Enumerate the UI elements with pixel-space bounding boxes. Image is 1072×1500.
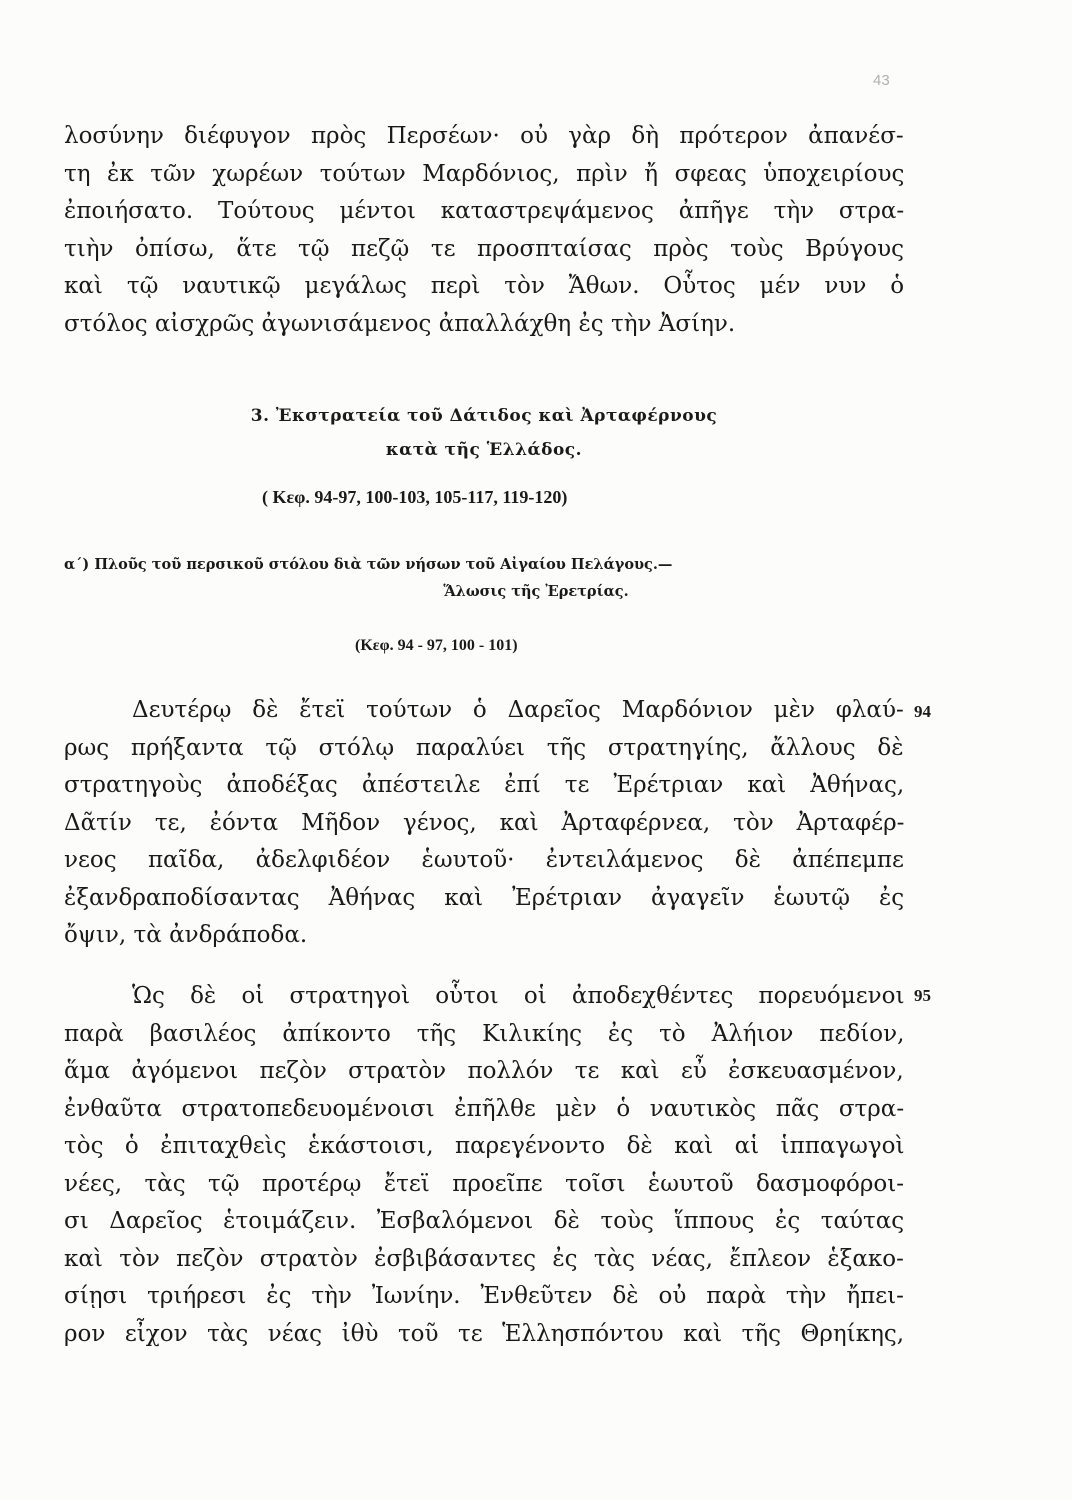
paragraph-94	[64, 692, 904, 955]
text-line: λοσύνην διέφυγον πρὸς Περσέων· οὐ γὰρ δὴ πρότερον ἀπανέσ-	[64, 123, 904, 149]
text-line: καὶ τῷ ναυτικῷ μεγάλως περὶ τὸν Ἄθων. Οὗτος μέν νυν ὁ	[64, 273, 905, 299]
page-number: 43	[873, 72, 890, 89]
text-line: Ὡς δὲ οἱ στρατηγοὶ οὗτοι οἱ ἀποδεχθέντες πορευόμενοι	[132, 983, 905, 1009]
text-line: Δᾶτίν τε, ἐόντα Μῆδον γένος, καὶ Ἀρταφέρνεα, τὸν Ἀρταφέρ-	[64, 809, 905, 836]
text-line: σι Δαρεῖος ἑτοιμάζειν. Ἐσβαλόμενοι δὲ τοὺς ἵππους ἐς ταύτας	[64, 1208, 905, 1234]
margin-chapter-number: 94	[914, 702, 931, 721]
text-line: ἐνθαῦτα στρατοπεδευομένοισι ἐπῆλθε μὲν ὁ ναυτικὸς πᾶς στρα-	[64, 1095, 905, 1122]
subsection-title-line2: Ἅλωσις τῆς Ἐρετρίας.	[443, 583, 629, 600]
text-line: ρον εἶχον τὰς νέας ἰθὺ τοῦ τε Ἑλλησπόντου καὶ τῆς Θρηίκης,	[64, 1320, 905, 1347]
text-line: στόλος αἰσχρῶς ἀγωνισάμενος ἀπαλλάχθη ἐς τὴν Ἀσίην.	[64, 310, 736, 337]
text-line: τὸς ὁ ἐπιταχθεὶς ἑκάστοισι, παρεγένοντο δὲ καὶ αἱ ἱππαγωγοὶ	[64, 1133, 905, 1159]
text-line: τιὴν ὀπίσω, ἅτε τῷ πεζῷ τε προσπταίσας πρὸς τοὺς Βρύγους	[64, 235, 904, 262]
paragraph-95	[64, 978, 904, 1353]
section-title-line1: 3. Ἐκστρατεία τοῦ Δάτιδος καὶ Ἀρταφέρνους	[250, 406, 718, 426]
continuation-paragraph	[64, 118, 904, 343]
text-line: τη ἐκ τῶν χωρέων τούτων Μαρδόνιος, πρὶν ἤ σφεας ὑποχειρίους	[64, 160, 905, 187]
text-line: νεος παῖδα, ἀδελφιδέον ἑωυτοῦ· ἐντειλάμενος δὲ ἀπέπεμπε	[64, 847, 904, 873]
section-chapter-refs: ( Κεφ. 94-97, 100-103, 105-117, 119-120)	[262, 487, 568, 507]
text-line: νέες, τὰς τῷ προτέρῳ ἔτεϊ προεῖπε τοῖσι ἑωυτοῦ δασμοφόροι-	[64, 1170, 904, 1197]
subsection-title-line1: α΄) Πλοῦς τοῦ περσικοῦ στόλου διὰ τῶν νήσων τοῦ Αἰγαίου Πελάγους.—	[64, 556, 673, 573]
text-line: ἅμα ἀγόμενοι πεζὸν στρατὸν πολλόν τε καὶ εὖ ἐσκευασμένον,	[64, 1058, 904, 1084]
text-line: ὄψιν, τὰ ἀνδράποδα.	[64, 922, 308, 948]
text-line: παρὰ βασιλέος ἀπίκοντο τῆς Κιλικίης ἐς τὸ Ἀλήιον πεδίον,	[64, 1020, 905, 1047]
text-line: Δευτέρῳ δὲ ἔτεϊ τούτων ὁ Δαρεῖος Μαρδόνιον μὲν φλαύ-	[132, 697, 904, 723]
subsection-chapter-refs: (Κεφ. 94 - 97, 100 - 101)	[355, 637, 518, 654]
text-line: καὶ τὸν πεζὸν στρατὸν ἐσβιβάσαντες ἐς τὰς νέας, ἔπλεον ἑξακο-	[64, 1245, 904, 1272]
margin-chapter-number: 95	[914, 986, 931, 1005]
text-line: ἐποιήσατο. Τούτους μέντοι καταστρεψάμενος ἀπῆγε τὴν στρα-	[64, 198, 905, 224]
text-line: στρατηγοὺς ἀποδέξας ἀπέστειλε ἐπί τε Ἐρέτριαν καὶ Ἀθήνας,	[64, 772, 905, 798]
text-line: ρως πρήξαντα τῷ στόλῳ παραλύει τῆς στρατηγίης, ἄλλους δὲ	[64, 734, 904, 761]
section-title-line2: κατὰ τῆς Ἑλλάδος.	[385, 440, 583, 460]
text-line: ἐξανδραποδίσαντας Ἀθήνας καὶ Ἐρέτριαν ἀγαγεῖν ἑωυτῷ ἐς	[64, 884, 905, 911]
text-line: σίῃσι τριήρεσι ἐς τὴν Ἰωνίην. Ἐνθεῦτεν δὲ οὐ παρὰ τὴν ἤπει-	[64, 1283, 904, 1309]
